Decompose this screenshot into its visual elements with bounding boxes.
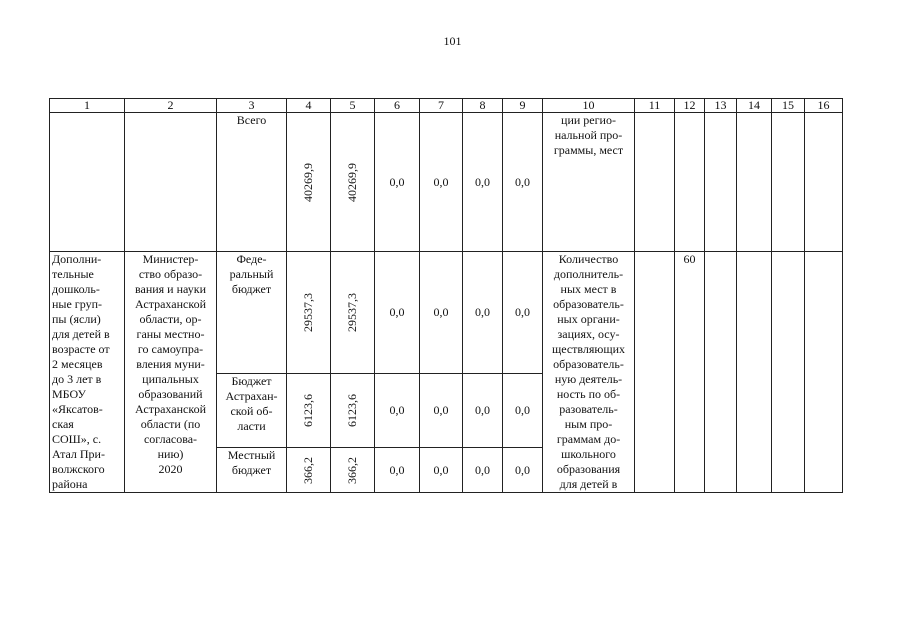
budget-table	[49, 98, 843, 493]
header-cell: 7	[420, 99, 463, 113]
header-cell: 2	[125, 99, 217, 113]
amount-col7: 0,0	[420, 448, 463, 493]
federal-row	[50, 252, 843, 374]
empty-cell	[125, 113, 217, 252]
funding-source-federal: Феде- ральный бюджет	[217, 252, 287, 374]
header-cell: 11	[635, 99, 675, 113]
empty-cell	[635, 113, 675, 252]
header-cell: 6	[375, 99, 420, 113]
amount-col7: 0,0	[420, 113, 463, 252]
header-cell: 1	[50, 99, 125, 113]
header-cell: 3	[217, 99, 287, 113]
amount-col9: 0,0	[503, 252, 543, 374]
amount-col4	[287, 448, 331, 493]
amount-col4	[287, 252, 331, 374]
header-cell: 12	[675, 99, 705, 113]
amount-value: 40269,9	[301, 162, 315, 202]
empty-cell	[737, 113, 772, 252]
amount-col6: 0,0	[375, 252, 420, 374]
indicator-description: Количество дополнитель- ных мест в образователь- ных органи- зациях, осу- ществляющих образователь- ную деятель- ность по об- разователь- ным про- граммам до- школьного образования для детей в	[543, 252, 635, 493]
header-cell: 5	[331, 99, 375, 113]
header-cell: 9	[503, 99, 543, 113]
amount-value: 366,2	[345, 456, 359, 484]
amount-col8: 0,0	[463, 113, 503, 252]
amount-value: 29537,3	[345, 293, 359, 332]
funding-source-total: Всего	[217, 113, 287, 252]
empty-cell	[705, 252, 737, 493]
amount-col8: 0,0	[463, 374, 503, 448]
amount-col9: 0,0	[503, 448, 543, 493]
amount-col8: 0,0	[463, 448, 503, 493]
amount-value: 366,2	[301, 456, 315, 484]
amount-value: 6123,6	[345, 394, 359, 427]
amount-value: 40269,9	[345, 162, 359, 202]
amount-col8: 0,0	[463, 252, 503, 374]
page-number: 101	[443, 34, 462, 48]
amount-col5	[331, 252, 375, 374]
amount-col6: 0,0	[375, 113, 420, 252]
amount-value: 29537,3	[301, 293, 315, 332]
header-cell: 14	[737, 99, 772, 113]
amount-value: 6123,6	[301, 394, 315, 427]
amount-col4	[287, 374, 331, 448]
amount-col5	[331, 448, 375, 493]
funding-source-local: Местный бюджет	[217, 448, 287, 493]
empty-cell	[805, 113, 843, 252]
activity-name: Дополни- тельные дошколь- ные груп- пы (ясли) для детей в возрасте от 2 месяцев до 3 лет в МБОУ «Яксатов- ская СОШ», с. Атал При- волжского района	[50, 252, 125, 493]
amount-col5	[331, 113, 375, 252]
amount-col9: 0,0	[503, 374, 543, 448]
header-cell: 4	[287, 99, 331, 113]
amount-col7: 0,0	[420, 374, 463, 448]
header-cell: 8	[463, 99, 503, 113]
amount-col9: 0,0	[503, 113, 543, 252]
indicator-continuation: ции регио- нальной про- граммы, мест	[543, 113, 635, 252]
total-row	[50, 113, 843, 252]
empty-cell	[635, 252, 675, 493]
empty-cell	[772, 252, 805, 493]
amount-col7: 0,0	[420, 252, 463, 374]
header-cell: 10	[543, 99, 635, 113]
amount-col5	[331, 374, 375, 448]
empty-cell	[705, 113, 737, 252]
header-row	[50, 99, 843, 113]
empty-cell	[772, 113, 805, 252]
amount-col6: 0,0	[375, 448, 420, 493]
header-cell: 15	[772, 99, 805, 113]
header-cell: 13	[705, 99, 737, 113]
empty-cell	[805, 252, 843, 493]
empty-cell	[737, 252, 772, 493]
header-cell: 16	[805, 99, 843, 113]
empty-cell	[50, 113, 125, 252]
executor: Министер- ство образо- вания и науки Астраханской области, ор- ганы местно- го самоупра- вления муни- ципальных образований Астраханской области (по согласова- нию) 2020	[125, 252, 217, 493]
amount-col4	[287, 113, 331, 252]
amount-col6: 0,0	[375, 374, 420, 448]
funding-source-regional: Бюджет Астрахан- ской об- ласти	[217, 374, 287, 448]
target-value: 60	[675, 252, 705, 493]
empty-cell	[675, 113, 705, 252]
